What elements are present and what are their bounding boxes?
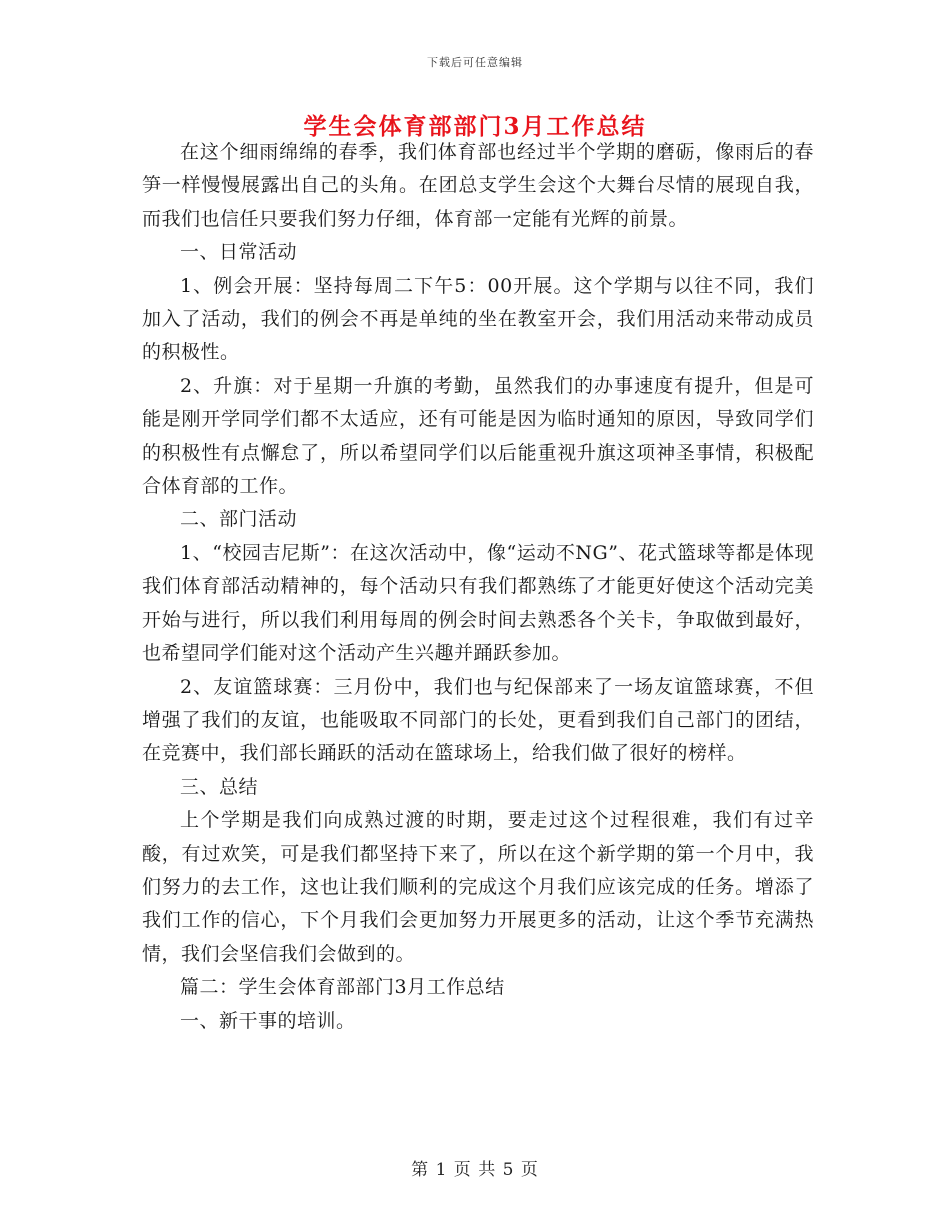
section-heading-department: 二、部门活动	[180, 508, 298, 531]
paragraph-summary: 上个学期是我们向成熟过渡的时期，要走过这个过程很难，我们有过辛酸，有过欢笑，可是我们都坚持下来了，所以在这个新学期的第一个月中，我们努力的去工作，这也让我们顺利的完成这个月我们应该完成的任务。增添了我们工作的信心，下个月我们会更加努力开展更多的活动，让这个季节充满热情，我们会坚信我们会做到的。	[142, 809, 814, 965]
paragraph-meeting: 1、例会开展：坚持每周二下午5：00开展。这个学期与以往不同，我们加入了活动，我们的例会不再是单纯的坐在教室开会，我们用活动来带动成员的积极性。	[142, 274, 814, 364]
section-heading-summary: 三、总结	[180, 775, 259, 798]
paragraph-guinness: 1、“校园吉尼斯”：在这次活动中，像“运动不NG”、花式篮球等都是体现我们体育部活动精神的，每个活动只有我们都熟练了才能更好使这个活动完美开始与进行，所以我们利用每周的例会时间去熟悉各个关卡，争取做到最好，也希望同学们能对这个活动产生兴趣并踊跃参加。	[142, 541, 814, 665]
section-heading-daily: 一、日常活动	[180, 241, 298, 264]
paragraph-intro: 在这个细雨绵绵的春季，我们体育部也经过半个学期的磨砺，像雨后的春笋一样慢慢展露出自己的头角。在团总支学生会这个大舞台尽情的展现自我，而我们也信任只要我们努力仔细，体育部一定能有光辉的前景。	[142, 141, 814, 230]
document-body	[142, 136, 814, 1038]
section-heading-part-two: 篇二：学生会体育部部门3月工作总结	[180, 976, 505, 999]
section-heading-training: 一、新干事的培训。	[180, 1009, 356, 1032]
document-title: 学生会体育部部门3月工作总结	[303, 113, 647, 140]
header-note: 下载后可任意编辑	[427, 56, 523, 69]
paragraph-basketball: 2、友谊篮球赛：三月份中，我们也与纪保部来了一场友谊篮球赛，不但增强了我们的友谊，也能吸取不同部门的长处，更看到我们自己部门的团结，在竞赛中，我们部长踊跃的活动在篮球场上，给我们做了很好的榜样。	[142, 675, 814, 765]
page-number-footer: 第 1 页 共 5 页	[411, 1160, 539, 1180]
paragraph-flag: 2、升旗：对于星期一升旗的考勤，虽然我们的办事速度有提升，但是可能是刚开学同学们都不太适应，还有可能是因为临时通知的原因，导致同学们的积极性有点懈怠了，所以希望同学们以后能重视升旗这项神圣事情，积极配合体育部的工作。	[142, 374, 814, 498]
